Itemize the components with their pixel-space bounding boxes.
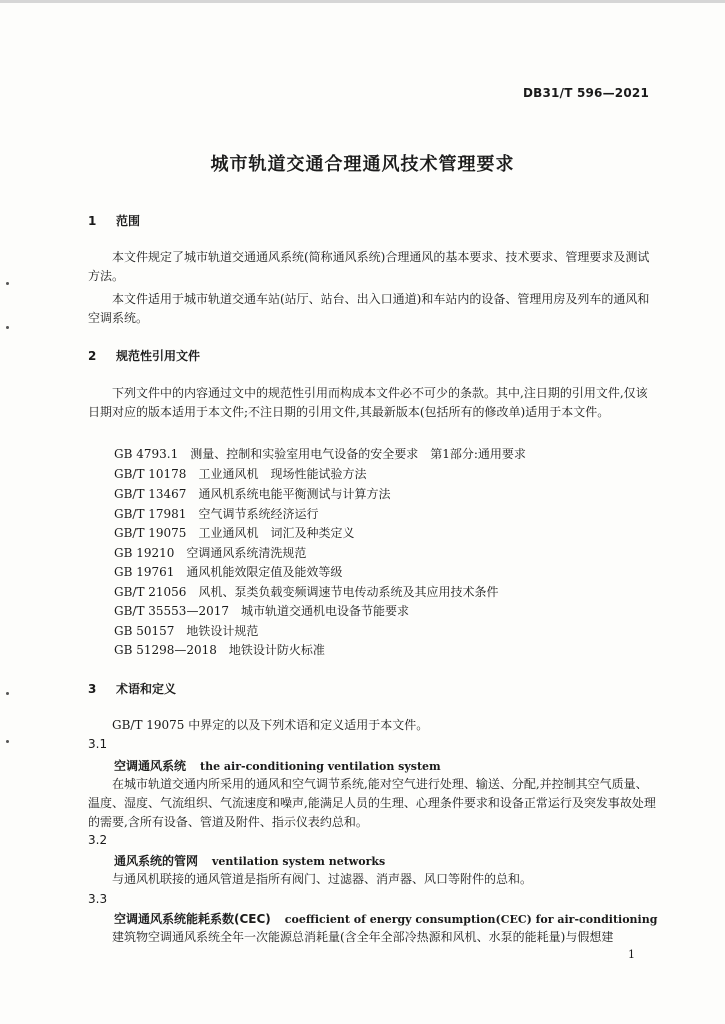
section-title: 术语和定义 — [116, 682, 177, 696]
section-heading-scope — [88, 212, 140, 229]
scan-margin-mark — [6, 692, 9, 695]
reference-item: GB/T 35553—2017 城市轨道交通机电设备节能要求 — [114, 604, 409, 618]
scope-paragraph-2: 本文件适用于城市轨道交通车站(站厅、站台、出入口通道)和车站内的设备、管理用房及列车的通风和空调系统。 — [88, 292, 650, 325]
term-definition: 建筑物空调通风系统全年一次能源总消耗量(含全年全部冷热源和风机、水泵的能耗量)与假想建 — [112, 930, 614, 944]
term-definition: 与通风机联接的通风管道是指所有阀门、过滤器、消声器、风口等附件的总和。 — [112, 872, 533, 886]
reference-item: GB/T 13467 通风机系统电能平衡测试与计算方法 — [114, 487, 391, 501]
reference-item: GB/T 21056 风机、泵类负载变频调速节电传动系统及其应用技术条件 — [114, 585, 499, 599]
reference-item: GB 19761 通风机能效限定值及能效等级 — [114, 565, 343, 579]
document-title: 城市轨道交通合理通风技术管理要求 — [210, 154, 515, 175]
term-heading — [114, 852, 385, 869]
terms-intro: GB/T 19075 中界定的以及下列术语和定义适用于本文件。 — [112, 718, 429, 732]
scan-margin-mark — [6, 740, 9, 743]
reference-item: GB 51298—2018 地铁设计防火标准 — [114, 643, 325, 657]
reference-item: GB/T 10178 工业通风机 现场性能试验方法 — [114, 467, 367, 481]
scan-margin-mark — [6, 326, 9, 329]
clause-number: 3.2 — [88, 833, 108, 847]
section-number: 2 — [88, 349, 97, 363]
term-english: ventilation system networks — [212, 855, 386, 868]
references-intro: 下列文件中的内容通过文中的规范性引用而构成本文件必不可少的条款。其中,注日期的引用文件,仅该日期对应的版本适用于本文件;不注日期的引用文件,其最新版本(包括所有的修改单)适用于本文件。 — [88, 386, 648, 419]
reference-item: GB 50157 地铁设计规范 — [114, 624, 259, 638]
reference-item: GB 19210 空调通风系统清洗规范 — [114, 546, 307, 560]
reference-item: GB/T 17981 空气调节系统经济运行 — [114, 507, 319, 521]
term-heading — [114, 757, 441, 774]
reference-item: GB/T 19075 工业通风机 词汇及种类定义 — [114, 526, 355, 540]
term-english: coefficient of energy consumption(CEC) for air-conditioning — [284, 913, 658, 926]
term-chinese: 空调通风系统能耗系数(CEC) — [114, 912, 271, 926]
term-definition: 在城市轨道交通内所采用的通风和空气调节系统,能对空气进行处理、输送、分配,并控制其空气质量、温度、湿度、气流组织、气流速度和噪声,能满足人员的生理、心理条件要求和设备正常运行及突发事故处理的需要,含所有设备、管道及附件、指示仪表约总和。 — [88, 777, 656, 829]
scope-paragraph-1: 本文件规定了城市轨道交通通风系统(简称通风系统)合理通风的基本要求、技术要求、管理要求及测试方法。 — [88, 250, 650, 283]
term-heading — [114, 910, 657, 927]
term-chinese: 通风系统的管网 — [114, 854, 199, 868]
section-number: 1 — [88, 214, 97, 228]
clause-number: 3.3 — [88, 892, 108, 906]
scan-top-edge — [0, 0, 725, 3]
clause-number: 3.1 — [88, 737, 108, 751]
term-english: the air-conditioning ventilation system — [200, 760, 441, 773]
term-chinese: 空调通风系统 — [114, 759, 187, 773]
section-title: 范围 — [116, 214, 141, 228]
reference-item: GB 4793.1 测量、控制和实验室用电气设备的安全要求 第1部分:通用要求 — [114, 447, 526, 461]
section-title: 规范性引用文件 — [116, 349, 201, 363]
section-heading-normative-references — [88, 347, 200, 364]
page-number: 1 — [628, 948, 635, 961]
scan-margin-mark — [6, 282, 9, 285]
standard-number: DB31/T 596—2021 — [523, 86, 649, 100]
section-number: 3 — [88, 682, 97, 696]
section-heading-terms-definitions — [88, 680, 176, 697]
